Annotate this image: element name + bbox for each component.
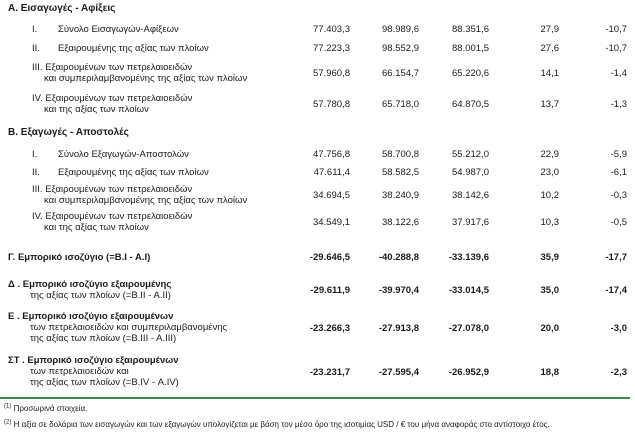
row-label [8,355,179,388]
cell-col-3: 37.917,6 [452,217,489,228]
cell-col-2: 98.552,9 [382,43,419,54]
row-label [32,184,247,206]
row-label: Εξαιρουμένης της αξίας των πλοίων [58,167,209,178]
row-label-line: της αξίας των πλοίων (=Β.ΙΙΙ - Α.ΙΙΙ) [30,333,177,344]
row-label-line: και της αξίας των πλοίων [44,222,149,233]
cell-col-2: 58.700,8 [382,149,419,160]
row-label-line: III. Εξαιρουμένων των πετρελαιοειδών [32,62,193,73]
cell-col-5: -10,7 [605,43,627,54]
cell-col-3: -26.952,9 [448,367,489,378]
footnote-marker: (1) [4,403,12,410]
row-label-line: και της αξίας των πλοίων [44,104,149,115]
row-label: Σύνολο Εξαγωγών-Αποστολών [58,149,189,160]
cell-col-1: 57.780,8 [313,99,350,110]
row-label [8,311,227,344]
cell-col-1: 34.549,1 [313,217,350,228]
footer-divider [0,397,630,399]
cell-col-3: -33.014,5 [448,285,489,296]
cell-col-2: 98.989,6 [382,24,419,35]
cell-col-2: -39.970,4 [378,285,419,296]
cell-col-3: 55.212,0 [452,149,489,160]
cell-col-2: 58.582,5 [382,167,419,178]
cell-col-1: 77.403,3 [313,24,350,35]
row-label: Σύνολο Εισαγωγών-Αφίξεων [58,24,179,35]
row-label-line: III. Εξαιρουμένων των πετρελαιοειδών [32,184,193,195]
cell-col-2: -27.913,8 [378,323,419,334]
cell-col-3: 38.142,6 [452,190,489,201]
row-numeral: I. [32,24,38,35]
footnote-text: Η αξία σε δολάρια των εισαγωγών και των εξαγωγών υπολογίζεται με βάση τον μέσο όρο της ισοτιμίας USD / € του μήνα αναφοράς στο αντίστοιχο έτος. [13,420,550,429]
cell-col-1: 34.694,5 [313,190,350,201]
cell-col-2: 66.154,7 [382,68,419,79]
cell-col-3: -27.078,0 [448,323,489,334]
row-label [32,93,192,115]
cell-col-4: 27,6 [540,43,559,54]
cell-col-2: 65.718,0 [382,99,419,110]
cell-col-1: 47.756,8 [313,149,350,160]
cell-col-4: 35,9 [540,252,559,263]
cell-col-3: 54.987,0 [452,167,489,178]
row-label-line: των πετρελαιοειδών και [30,366,129,377]
cell-col-4: 22,9 [540,149,559,160]
cell-col-5: -17,4 [605,285,627,296]
cell-col-5: -5,9 [610,149,627,160]
cell-col-1: -29.646,5 [309,252,350,263]
cell-col-5: -1,3 [610,99,627,110]
cell-col-3: 64.870,5 [452,99,489,110]
cell-col-2: -27.595,4 [378,367,419,378]
cell-col-2: 38.240,9 [382,190,419,201]
cell-col-1: -23.231,7 [309,367,350,378]
cell-col-5: -2,3 [610,367,627,378]
cell-col-4: 13,7 [540,99,559,110]
row-label-line: Δ . Εμπορικό ισοζύγιο εξαιρουμένης [8,279,172,290]
cell-col-4: 20,0 [540,323,559,334]
row-label [32,62,247,84]
cell-col-4: 10,2 [540,190,559,201]
cell-col-1: -29.611,9 [310,285,350,296]
row-label-line: IV. Εξαιρουμένων των πετρελαιοειδών [32,211,193,222]
cell-col-2: 38.122,6 [382,217,419,228]
row-numeral: II. [32,167,40,178]
cell-col-4: 10,3 [540,217,559,228]
row-label: Γ. Εμπορικό ισοζύγιο (=Β.Ι - Α.Ι) [8,252,151,263]
cell-col-4: 35,0 [540,285,559,296]
row-label [8,279,171,301]
row-label-line: ΣΤ . Εμπορικό ισοζύγιο εξαιρουμένων [8,355,179,366]
cell-col-3: 65.220,6 [452,68,489,79]
cell-col-3: 88.001,5 [452,43,489,54]
cell-col-5: -0,3 [610,190,627,201]
row-numeral: I. [32,149,38,160]
row-label-line: των πετρελαιοειδών και συμπεριλαμβανομένης [30,322,228,333]
row-label-line: και συμπεριλαμβανομένης της αξίας των πλοίων [44,195,248,206]
row-label: Εξαιρουμένης της αξίας των πλοίων [58,43,209,54]
row-label [32,211,192,233]
cell-col-4: 23,0 [540,167,559,178]
row-label-line: και συμπεριλαμβανομένης της αξίας των πλοίων [44,73,248,84]
row-label-line: της αξίας των πλοίων (=Β.ΙΙ - Α.ΙΙ) [30,290,171,301]
footnote-1 [4,404,87,413]
section-title-imports: Α. Εισαγωγές - Αφίξεις [8,3,116,14]
cell-col-1: -23.266,3 [309,323,350,334]
cell-col-5: -0,5 [610,217,627,228]
cell-col-4: 14,1 [540,68,559,79]
cell-col-3: -33.139,6 [448,252,489,263]
cell-col-1: 77.223,3 [313,43,350,54]
cell-col-4: 27,9 [540,24,559,35]
cell-col-5: -3,0 [610,323,627,334]
cell-col-1: 47.611,4 [313,167,350,178]
row-label-line: IV. Εξαιρουμένων των πετρελαιοειδών [32,93,193,104]
row-label-line: της αξίας των πλοίων (=Β.ΙV - Α.ΙV) [30,377,179,388]
cell-col-5: -10,7 [605,24,627,35]
footnote-marker: (2) [4,419,12,426]
row-label-line: Ε . Εμπορικό ισοζύγιο εξαιρουμένων [8,311,174,322]
cell-col-5: -17,7 [605,252,627,263]
cell-col-2: -40.288,8 [378,252,419,263]
cell-col-3: 88.351,6 [452,24,489,35]
footnote-2 [4,420,550,429]
row-numeral: II. [32,43,40,54]
cell-col-5: -1,4 [610,68,627,79]
cell-col-1: 57.960,8 [313,68,350,79]
cell-col-5: -6,1 [610,167,627,178]
footnote-text: Προσωρινά στοιχεία. [13,404,88,413]
section-title-exports: Β. Εξαγωγές - Αποστολές [8,127,129,138]
cell-col-4: 18,8 [540,367,559,378]
